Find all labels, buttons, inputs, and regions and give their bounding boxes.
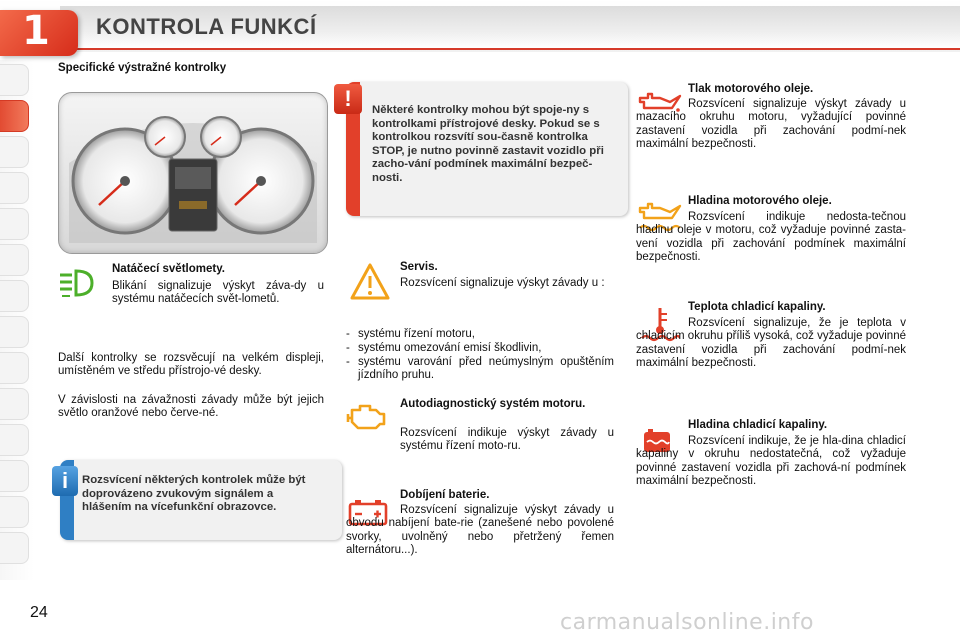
list-bullet: - — [346, 342, 350, 354]
coolant-level-body: Rozsvícení indikuje, že je hla-dina chladicí kapaliny v okruhu nedostatečná, což vyžaduje povinné zastavení vozidla při zachová-ní podmínek maximální bezpečnosti. — [636, 435, 906, 488]
warning-triangle-icon — [350, 262, 390, 302]
coolant-level-title: Hladina chladicí kapaliny. — [688, 419, 828, 431]
list-item: systému řízení motoru, — [358, 328, 475, 340]
info-note-text: Rozsvícení některých kontrolek může být doprovázeno zvukovým signálem a hlášením na vícefunkční obrazovce. — [82, 474, 306, 514]
battery-body: Rozsvícení signalizuje výskyt závady u obvodu nabíjení bate-rie (zanešené nebo povolené svorky, uvolněný nebo přetržený řemen alternátoru...). — [346, 504, 614, 557]
diag-title: Autodiagnostický systém motoru. — [400, 398, 586, 410]
oil-level-body: Rozsvícení indikuje nedosta-tečnou hladinu oleje v motoru, což vyžaduje povinné zasta-vení vozidla při zachování podmínek maximální bezpečnosti. — [636, 211, 906, 264]
info-icon: i — [52, 466, 78, 496]
side-tab[interactable] — [0, 64, 29, 96]
chapter-number: 1 — [22, 8, 50, 54]
side-tab[interactable] — [0, 208, 29, 240]
servis-body: Rozsvícení signalizuje výskyt závady u : — [400, 277, 605, 289]
severity-paragraph: V závislosti na závažnosti závady může být jejich světlo oranžové nebo červe-né. — [58, 394, 324, 420]
display-paragraph: Další kontrolky se rozsvěcují na velkém displeji, umístěném ve středu přístrojo-vé desky. — [58, 352, 324, 378]
side-tab[interactable] — [0, 424, 29, 456]
coolant-temp-body: Rozsvícení signalizuje, že je teplota v chladicím okruhu příliš vysoká, což vyžaduje povinné zastavení vozidla při zachování podmí-nek maximální bezpečnosti. — [636, 317, 906, 370]
cornering-light-icon — [58, 266, 100, 300]
side-tab[interactable] — [0, 316, 29, 348]
warning-note-text: Některé kontrolky mohou být spoje-ny s kontrolkami přístrojové desky. Pokud se s kontrolkou rozsvítí sou-časně kontrolka STOP, je nutno povinně zastavit vozidlo při zacho-vání podmínek maximální bezpeč-nosti. — [372, 104, 604, 184]
list-bullet: - — [346, 328, 350, 340]
battery-title: Dobíjení baterie. — [400, 489, 490, 501]
page-number: 24 — [30, 604, 48, 621]
side-tab[interactable] — [0, 172, 29, 204]
engine-icon — [346, 400, 388, 432]
watermark: carmanualsonline.info — [560, 610, 814, 635]
side-tab[interactable] — [0, 460, 29, 492]
diag-body: Rozsvícení indikuje výskyt závady u systému řízení moto-ru. — [400, 427, 614, 453]
page-title: KONTROLA FUNKCÍ — [96, 14, 317, 39]
list-item: systému omezování emisí škodlivin, — [358, 342, 542, 354]
cornering-body: Blikání signalizuje výskyt záva-dy u systému natáčecích svět-lometů. — [112, 280, 324, 306]
side-tab-active[interactable] — [0, 100, 29, 132]
side-tab[interactable] — [0, 136, 29, 168]
servis-title: Servis. — [400, 261, 438, 273]
side-tab[interactable] — [0, 280, 29, 312]
list-bullet: - — [346, 356, 350, 368]
list-item: systému varování před neúmyslným opuštěním jízdního pruhu. — [358, 356, 614, 382]
coolant-temp-title: Teplota chladicí kapaliny. — [688, 301, 826, 313]
side-tab[interactable] — [0, 244, 29, 276]
cornering-title: Natáčecí světlomety. — [112, 263, 225, 275]
side-tab[interactable] — [0, 532, 29, 564]
exclamation-icon: ! — [334, 84, 362, 114]
oil-pressure-title: Tlak motorového oleje. — [688, 83, 814, 95]
side-tab[interactable] — [0, 496, 29, 528]
side-tab[interactable] — [0, 388, 29, 420]
instrument-cluster-image — [58, 92, 328, 254]
oil-level-title: Hladina motorového oleje. — [688, 195, 832, 207]
oil-pressure-body: Rozsvícení signalizuje výskyt závady u mazacího okruhu motoru, vyžadující povinné zastavení vozidla při zachování podmí-nek maximální bezpečnosti. — [636, 98, 906, 151]
side-tab[interactable] — [0, 352, 29, 384]
section-title: Specifické výstražné kontrolky — [58, 62, 227, 74]
